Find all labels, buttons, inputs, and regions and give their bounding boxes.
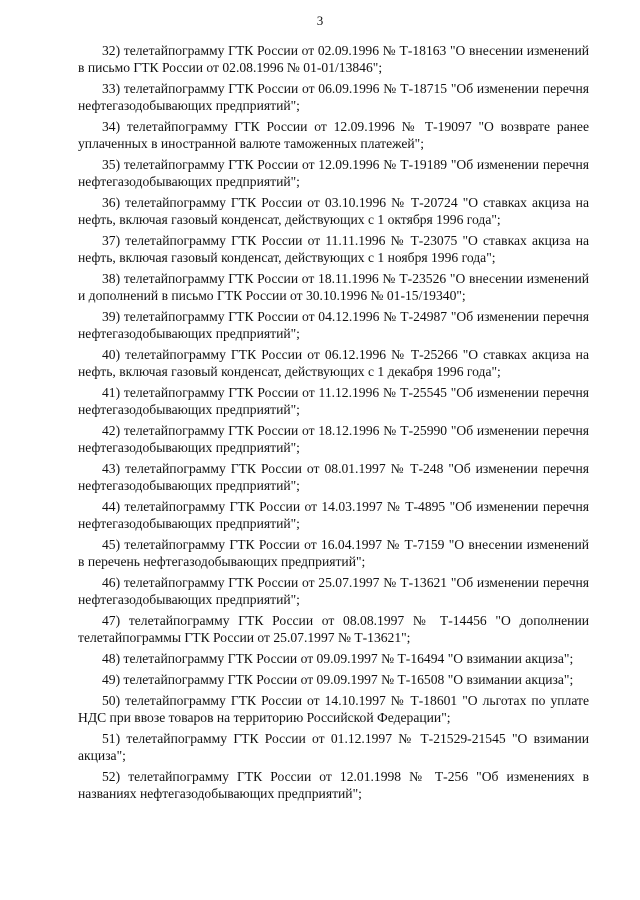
- list-item: 38) телетайпограмму ГТК России от 18.11.1996 № Т-23526 "О внесении изменений и дополнений в письмо ГТК России от 30.10.1996 № 01-15/19340";: [78, 271, 589, 303]
- list-item: 52) телетайпограмму ГТК России от 12.01.1998 № Т-256 "Об изменениях в названиях нефтегазодобывающих предприятий";: [78, 769, 589, 801]
- list-item: 41) телетайпограмму ГТК России от 11.12.1996 № Т-25545 "Об изменении перечня нефтегазодобывающих предприятий";: [78, 385, 589, 417]
- list-item: 45) телетайпограмму ГТК России от 16.04.1997 № Т-7159 "О внесении изменений в перечень нефтегазодобывающих предприятий";: [78, 537, 589, 569]
- list-item: 47) телетайпограмму ГТК России от 08.08.1997 № Т-14456 "О дополнении телетайпограммы ГТК России от 25.07.1997 № Т-13621";: [78, 613, 589, 645]
- list-item: 35) телетайпограмму ГТК России от 12.09.1996 № Т-19189 "Об изменении перечня нефтегазодобывающих предприятий";: [78, 157, 589, 189]
- list-item: 33) телетайпограмму ГТК России от 06.09.1996 № Т-18715 "Об изменении перечня нефтегазодобывающих предприятий";: [78, 81, 589, 113]
- list-item: 42) телетайпограмму ГТК России от 18.12.1996 № Т-25990 "Об изменении перечня нефтегазодобывающих предприятий";: [78, 423, 589, 455]
- list-item: 49) телетайпограмму ГТК России от 09.09.1997 № Т-16508 "О взимании акциза";: [102, 672, 574, 687]
- list-item: 46) телетайпограмму ГТК России от 25.07.1997 № Т-13621 "Об изменении перечня нефтегазодобывающих предприятий";: [78, 575, 589, 607]
- list-item: 44) телетайпограмму ГТК России от 14.03.1997 № Т-4895 "Об изменении перечня нефтегазодобывающих предприятий";: [78, 499, 589, 531]
- list-item: 48) телетайпограмму ГТК России от 09.09.1997 № Т-16494 "О взимании акциза";: [102, 651, 574, 666]
- list-item: 37) телетайпограмму ГТК России от 11.11.1996 № Т-23075 "О ставках акциза на нефть, включая газовый конденсат, действующих с 1 ноября 1996 года";: [78, 233, 589, 265]
- list-item: 34) телетайпограмму ГТК России от 12.09.1996 № Т-19097 "О возврате ранее уплаченных в иностранной валюте таможенных платежей";: [78, 119, 589, 151]
- list-item: 43) телетайпограмму ГТК России от 08.01.1997 № Т-248 "Об изменении перечня нефтегазодобывающих предприятий";: [78, 461, 589, 493]
- list-item: 36) телетайпограмму ГТК России от 03.10.1996 № Т-20724 "О ставках акциза на нефть, включая газовый конденсат, действующих с 1 октября 1996 года";: [78, 195, 589, 227]
- list-item: 51) телетайпограмму ГТК России от 01.12.1997 № Т-21529-21545 "О взимании акциза";: [78, 731, 589, 763]
- list-item: 39) телетайпограмму ГТК России от 04.12.1996 № Т-24987 "Об изменении перечня нефтегазодобывающих предприятий";: [78, 309, 589, 341]
- list-item: 32) телетайпограмму ГТК России от 02.09.1996 № Т-18163 "О внесении изменений в письмо ГТК России от 02.08.1996 № 01-01/13846";: [78, 43, 589, 75]
- list-item: 40) телетайпограмму ГТК России от 06.12.1996 № Т-25266 "О ставках акциза на нефть, включая газовый конденсат, действующих с 1 декабря 1996 года";: [78, 347, 589, 379]
- document-list: [78, 42, 589, 806]
- list-item: 50) телетайпограмму ГТК России от 14.10.1997 № Т-18601 "О льготах по уплате НДС при ввозе товаров на территорию Российской Федерации";: [78, 693, 589, 725]
- page-number: 3: [316, 13, 324, 28]
